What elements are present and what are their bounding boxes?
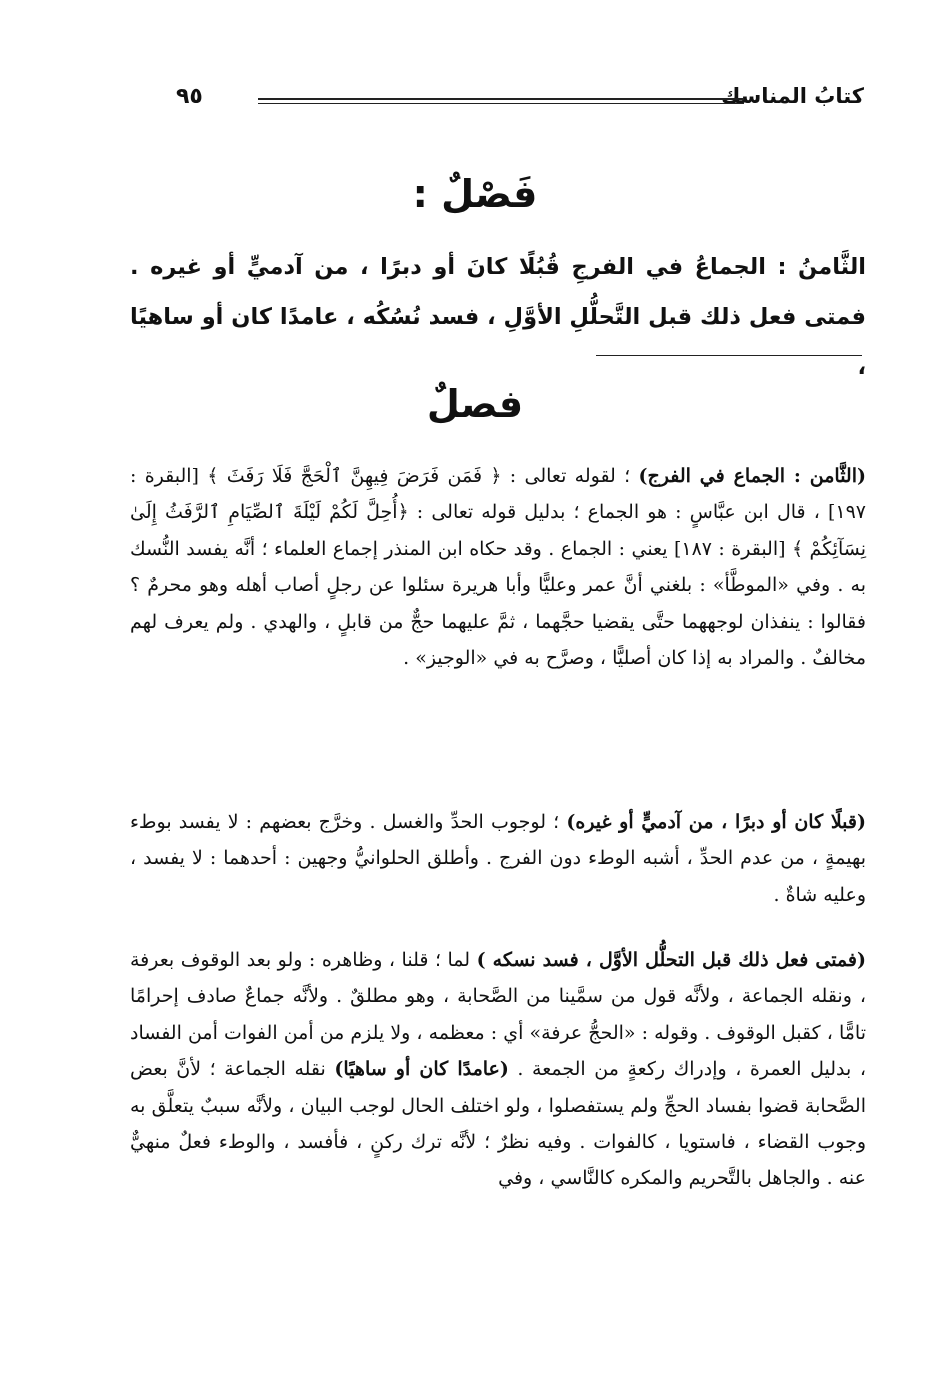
book-title: كتابُ المناسك	[721, 84, 864, 108]
lemma: (الثَّامن : الجماع في الفرج)	[638, 465, 866, 487]
commentary-paragraph-3	[130, 942, 866, 1197]
commentary-paragraph-2	[130, 804, 866, 913]
commentary-paragraph-1	[130, 458, 866, 676]
section-divider	[596, 355, 862, 356]
commentary-text: ؛ لقوله تعالى : ﴿ فَمَن فَرَضَ فِيهِنَّ ٱلْحَجَّ فَلَا رَفَثَ ﴾ [البقرة : ١٩٧] ، قال ابن عبَّاسٍ : هو الجماع ؛ بدليل قوله تعالى : ﴿أُحِلَّ لَكُمْ لَيْلَةَ ٱلصِّيَامِ ٱلرَّفَثُ إِلَىٰ نِسَآئِكُمْ ﴾ [البقرة : ١٨٧] يعني : الجماع . وقد حكاه ابن المنذر إجماع العلماء ؛ أنَّه يفسد النُّسك به . وفي «الموطَّأ» : بلغني أنَّ عمر وعليًّا وأبا هريرة سئلوا عن رجلٍ أصاب أهله وهو محرمٌ ؟ فقالوا : ينفذان لوجههما حتَّى يقضيا حجَّهما ، ثمَّ عليهما حجٌّ من قابلٍ ، والهدي . ولم يعرف لهم مخالفٌ . والمراد به إذا كان أصليًّا ، وصرَّح به في «الوجيز» .	[130, 465, 866, 670]
commentary-text: لما ؛ قلنا ، وظاهره : ولو بعد الوقوف بعرفة ، ونقله الجماعة ، ولأنَّه قول من سمَّينا من الصَّحابة ، وهو مطلقٌ . ولأنَّه جماعٌ صادف إحرامًا تامًّا ، كقبل الوقوف . وقوله : «الحجُّ عرفة» أي : معظمه ، ولا يلزم من أمن الفوات أمن الفساد ، بدليل العمرة ، وإدراك ركعةٍ من الجمعة .	[130, 949, 867, 1081]
commentary-text: نقله الجماعة ؛ لأنَّ بعض الصَّحابة قضوا بفساد الحجِّ ولم يستفصلوا ، ولو اختلف الحال لوجب البيان ، ولأنَّه سببٌ يتعلَّق به وجوب القضاء ، فاستويا ، كالفوات . وفيه نظرٌ ؛ لأنَّه ترك ركنٍ ، فأفسد ، والوطء فعلٌ منهيٌّ عنه . والجاهل بالتَّحريم والمكره كالنَّاسي ، وفي	[130, 1058, 866, 1190]
commentary-text: ؛ لوجوب الحدِّ والغسل . وخرَّج بعضهم : لا يفسد بوطء بهيمةٍ ، من عدم الحدِّ ، أشبه الوطء دون الفرج . وأطلق الحلوانيُّ وجهين : أحدهما : لا يفسد ، وعليه شاةٌ .	[130, 811, 866, 906]
lemma: (عامدًا كان أو ساهيًا)	[334, 1058, 509, 1081]
section-heading-2: فصلٌ	[426, 382, 524, 426]
page-number: ٩٥	[176, 84, 203, 109]
matn-text: الثَّامنُ : الجماعُ في الفرجِ قُبُلًا كانَ أو دبرًا ، من آدميٍّ أو غيره . فمتى فعل ذلك قبل التَّحلُّلِ الأوَّلِ ، فسد نُسُكُه ، عامدًا كان أو ساهيًا ،	[130, 254, 866, 380]
lemma: (قبلًا كان أو دبرًا ، من آدميٍّ أو غيره)	[566, 811, 866, 833]
lemma: (فمتى فعل ذلك قبل التحلُّل الأوَّل ، فسد نسكه )	[476, 949, 866, 971]
section-heading-1: فَصْلٌ :	[412, 172, 538, 216]
header-rule	[258, 98, 744, 104]
running-header	[176, 84, 864, 120]
